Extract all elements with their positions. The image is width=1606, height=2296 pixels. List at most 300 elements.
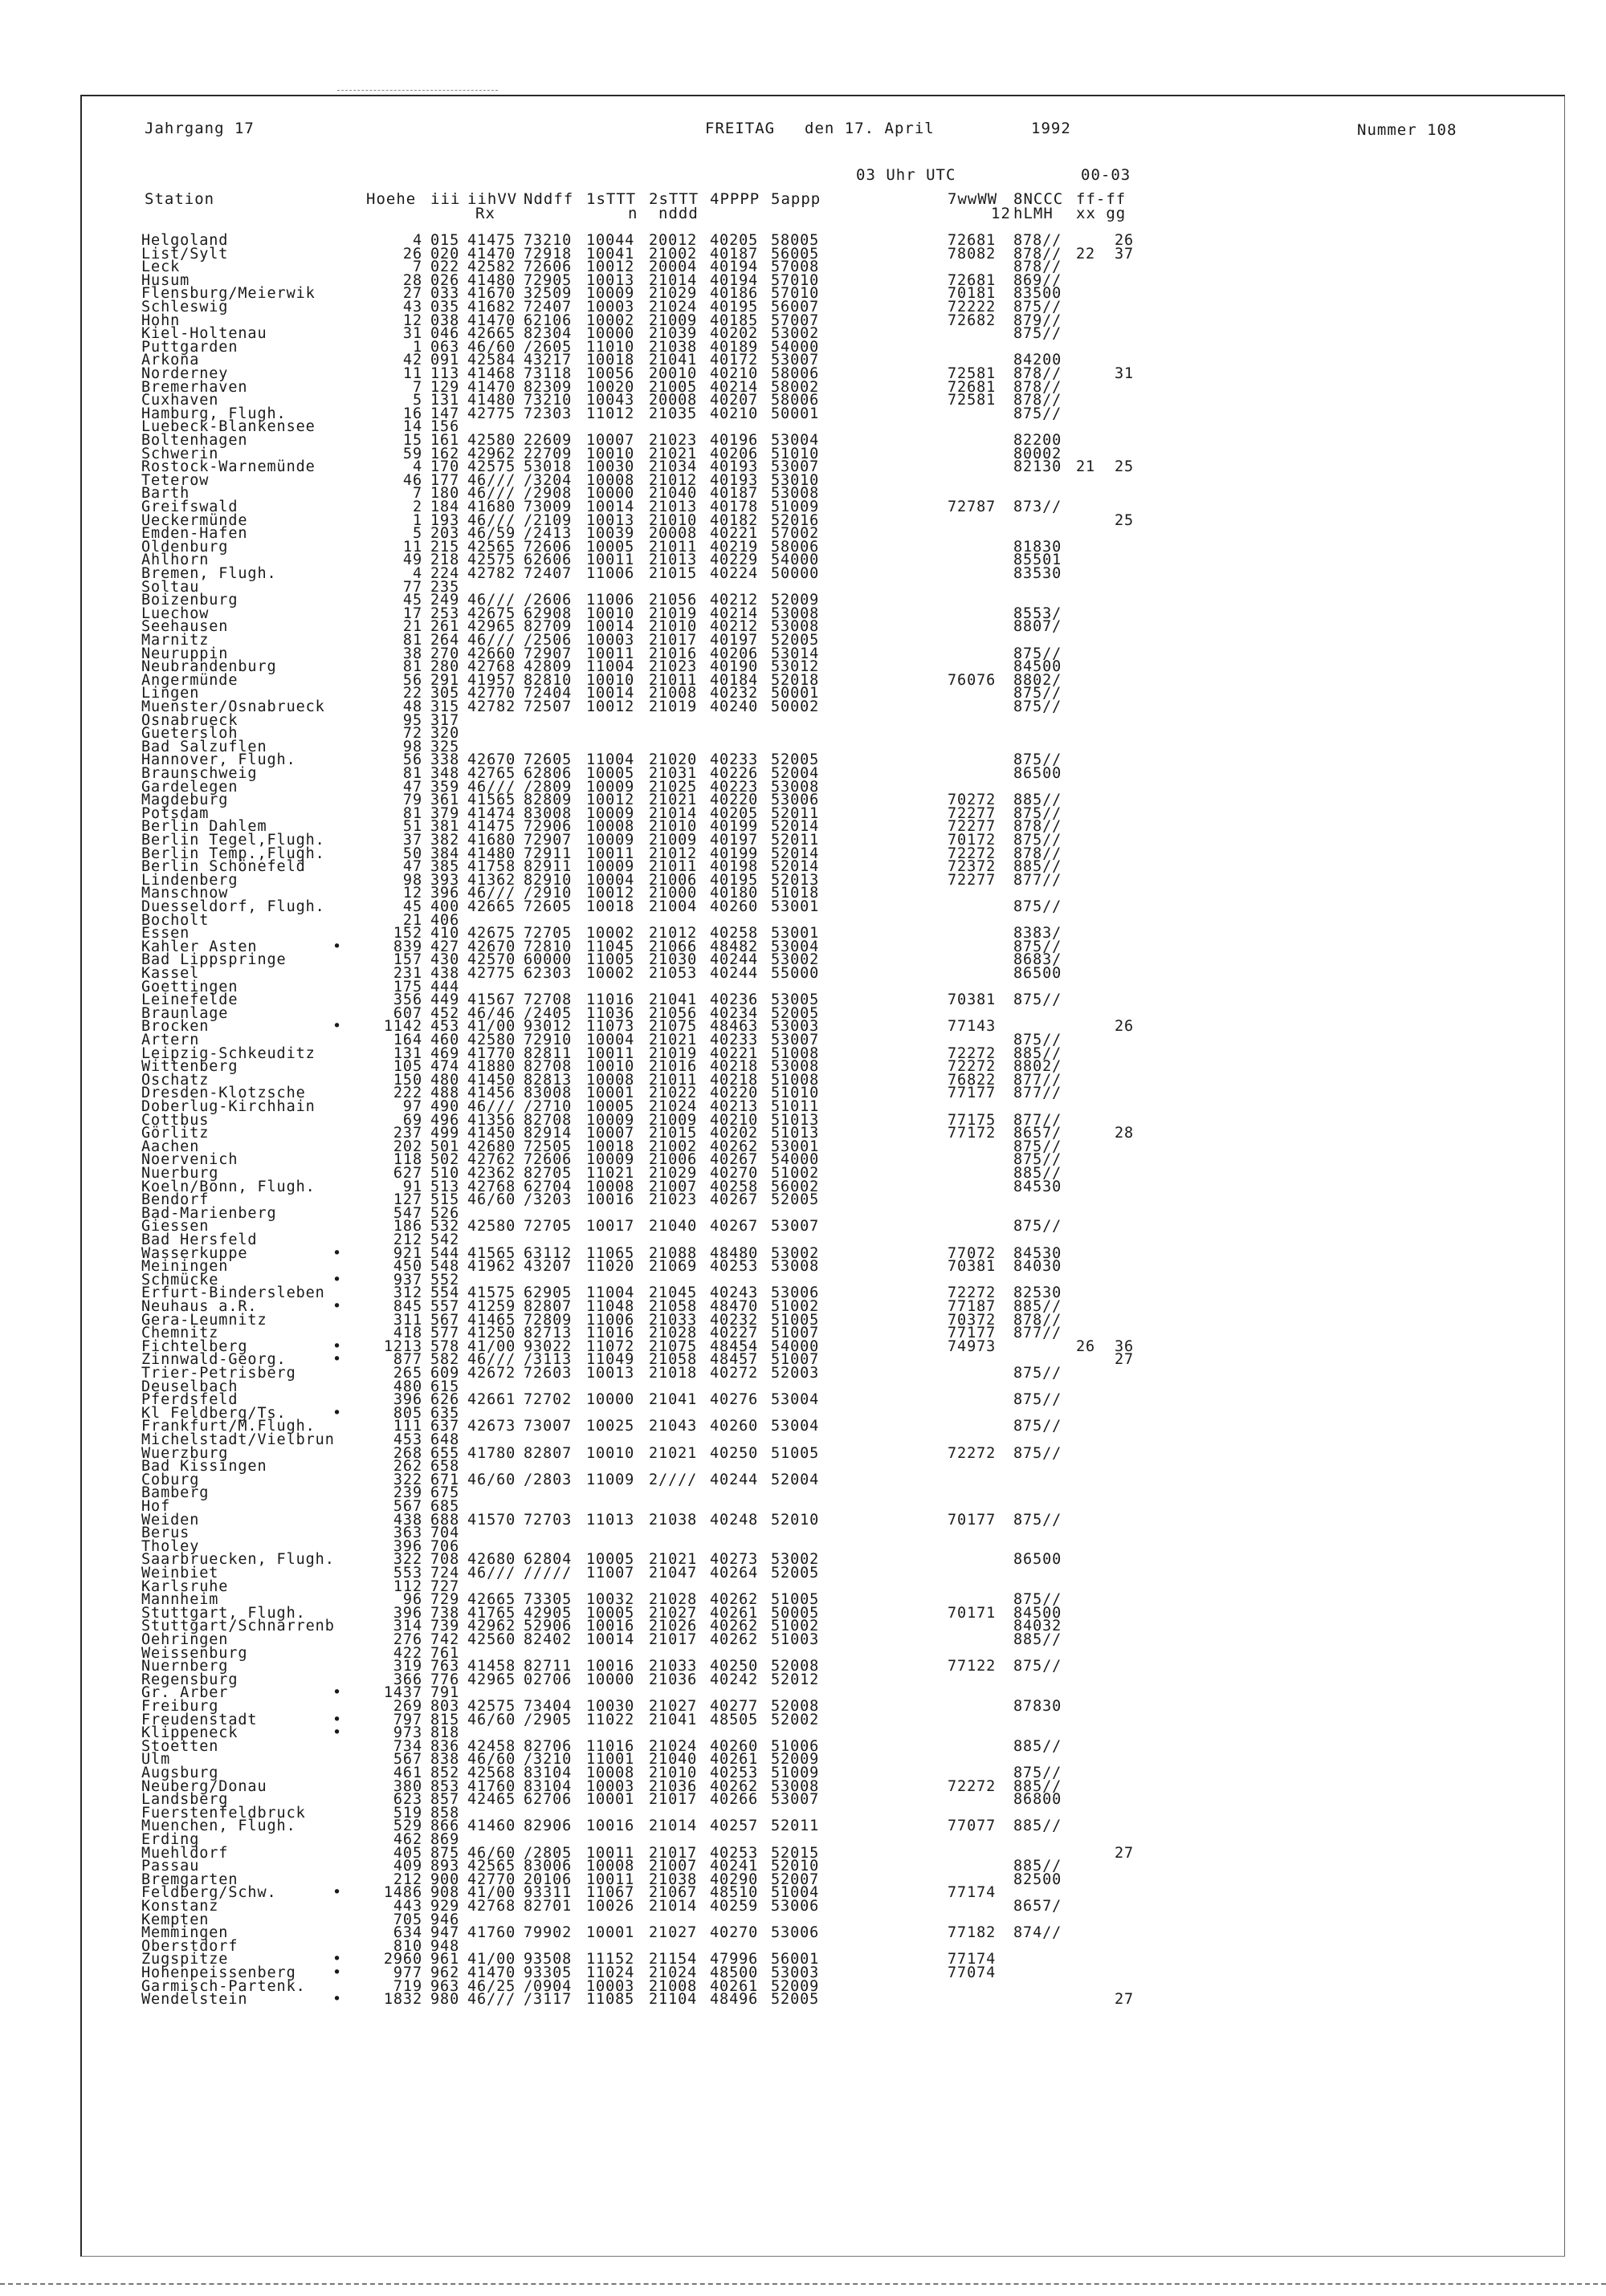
station-id: 671 — [430, 1471, 460, 1488]
group-ihvv: 46/46 — [467, 1004, 516, 1022]
group-nddff: 82402 — [524, 1631, 573, 1648]
station-id: 385 — [430, 858, 460, 876]
station-height: 45 — [402, 592, 422, 609]
group-tendency: 56001 — [771, 1951, 820, 1968]
station-name: Magdeburg — [141, 792, 229, 809]
station-height: 547 — [393, 1204, 422, 1222]
mountain-marker: • — [332, 1951, 343, 1968]
group-weather: 77143 — [948, 1018, 997, 1036]
group-pressure: 40250 — [710, 1444, 759, 1462]
group-dewpoint: 21014 — [649, 804, 698, 822]
station-height: 356 — [393, 991, 422, 1009]
station-name: Marnitz — [141, 632, 210, 649]
station-id: 410 — [430, 925, 460, 942]
station-id: 727 — [430, 1577, 460, 1595]
group-weather: 70171 — [948, 1604, 997, 1622]
group-dewpoint: 21034 — [649, 458, 698, 476]
group-pressure: 40253 — [710, 1258, 759, 1276]
group-dewpoint: 21154 — [649, 1951, 698, 1968]
group-dewpoint: 21012 — [649, 925, 698, 942]
station-height: 519 — [393, 1804, 422, 1822]
group-weather: 74973 — [948, 1337, 997, 1355]
station-height: 734 — [393, 1737, 422, 1755]
group-weather: 72682 — [948, 311, 997, 329]
group-weather: 77122 — [948, 1658, 997, 1675]
station-id: 980 — [430, 1991, 460, 2009]
group-pressure: 40184 — [710, 671, 759, 689]
group-tendency: 57007 — [771, 311, 820, 329]
station-id: 626 — [430, 1391, 460, 1409]
group-tendency: 50001 — [771, 405, 820, 422]
group-tendency: 53001 — [771, 925, 820, 942]
group-pressure: 48470 — [710, 1298, 759, 1315]
group-tendency: 53003 — [771, 1964, 820, 1981]
group-ihvv: 41470 — [467, 378, 516, 396]
group-dewpoint: 21043 — [649, 1418, 698, 1435]
station-name: Barth — [141, 485, 190, 503]
station-name: Bocholt — [141, 911, 210, 929]
group-clouds: 80002 — [1013, 445, 1062, 462]
group-temperature: 10000 — [586, 1671, 635, 1688]
group-ihvv: 46/60 — [467, 1471, 516, 1488]
group-ihvv: 41962 — [467, 1258, 516, 1276]
station-height: 4 — [412, 565, 422, 582]
station-id: 637 — [430, 1418, 460, 1435]
group-nddff: 82711 — [524, 1658, 573, 1675]
group-temperature: 10030 — [586, 1698, 635, 1715]
station-name: Neuberg/Donau — [141, 1777, 267, 1795]
group-dewpoint: 21010 — [649, 618, 698, 636]
station-id: 325 — [430, 738, 460, 755]
group-dewpoint: 21007 — [649, 1178, 698, 1195]
group-nddff: /0904 — [524, 1977, 573, 1995]
group-pressure: 40180 — [710, 885, 759, 902]
group-tendency: 52005 — [771, 632, 820, 649]
station-height: 719 — [393, 1977, 422, 1995]
station-height: 276 — [393, 1631, 422, 1648]
group-nddff: 62303 — [524, 965, 573, 982]
date-label: den 17. April — [805, 120, 935, 137]
weekday-label: FREITAG — [705, 120, 776, 137]
station-height: 51 — [402, 818, 422, 836]
group-dewpoint: 21017 — [649, 1844, 698, 1862]
station-height: 59 — [402, 445, 422, 462]
col-station: Station — [145, 190, 215, 208]
group-temperature: 10001 — [586, 1085, 635, 1102]
col-group7: 7wwWW — [948, 190, 998, 208]
group-weather: 77175 — [948, 1111, 997, 1129]
station-height: 152 — [393, 925, 422, 942]
group-weather: 77072 — [948, 1244, 997, 1262]
group-dewpoint: 21009 — [649, 832, 698, 849]
station-id: 270 — [430, 645, 460, 662]
group-temperature: 10016 — [586, 1191, 635, 1209]
group-ihvv: 42673 — [467, 1418, 516, 1435]
group-tendency: 50002 — [771, 698, 820, 715]
group-tendency: 57002 — [771, 525, 820, 543]
station-height: 69 — [402, 1111, 422, 1129]
station-name: Fuerstenfeldbruck — [141, 1804, 306, 1822]
group-clouds: 875// — [1013, 405, 1062, 422]
station-height: 567 — [393, 1498, 422, 1515]
group-pressure: 40178 — [710, 499, 759, 515]
group-tendency: 53006 — [771, 1924, 820, 1942]
mountain-marker: • — [332, 1244, 343, 1262]
group-dewpoint: 21040 — [649, 485, 698, 503]
group-ihvv: 42575 — [467, 1698, 516, 1715]
station-name: Puttgarden — [141, 338, 238, 356]
group-tendency: 55000 — [771, 965, 820, 982]
group-clouds: 875// — [1013, 1418, 1062, 1435]
group-clouds: 878// — [1013, 392, 1062, 409]
group-weather: 77182 — [948, 1924, 997, 1942]
group-dewpoint: 21021 — [649, 445, 698, 462]
col-hoehe: Hoehe — [366, 190, 417, 208]
group-ihvv: 42762 — [467, 1151, 516, 1169]
group-weather: 72272 — [948, 845, 997, 862]
group-nddff: 93305 — [524, 1964, 573, 1981]
group-dewpoint: 21013 — [649, 499, 698, 515]
col-group1: 1sTTT — [586, 190, 637, 208]
group-tendency: 52008 — [771, 1658, 820, 1675]
station-id: 162 — [430, 445, 460, 462]
station-id: 020 — [430, 245, 460, 263]
station-height: 322 — [393, 1471, 422, 1488]
station-height: 97 — [402, 1098, 422, 1115]
group-nddff: 72407 — [524, 299, 573, 315]
group-tendency: 52005 — [771, 1191, 820, 1209]
station-height: 443 — [393, 1898, 422, 1915]
group-nddff: 72905 — [524, 271, 573, 289]
station-id: 224 — [430, 565, 460, 582]
mountain-marker: • — [332, 1404, 343, 1422]
group-pressure: 40240 — [710, 698, 759, 715]
group-clouds: 84030 — [1013, 1258, 1062, 1276]
group-dewpoint: 21040 — [649, 1751, 698, 1769]
station-height: 314 — [393, 1618, 422, 1635]
group-tendency: 53007 — [771, 352, 820, 369]
group-dewpoint: 21047 — [649, 1565, 698, 1582]
group-tendency: 50001 — [771, 685, 820, 702]
station-name: Klippeneck — [141, 1724, 238, 1742]
group-ihvv: 46/// — [467, 1991, 516, 2009]
station-name: Oschatz — [141, 1071, 210, 1089]
station-id: 609 — [430, 1365, 460, 1382]
station-height: 43 — [402, 299, 422, 315]
station-height: 118 — [393, 1151, 422, 1169]
group-temperature: 11006 — [586, 565, 635, 582]
group-clouds: 86500 — [1013, 965, 1062, 982]
group-ihvv: 41780 — [467, 1444, 516, 1462]
group-weather: 72581 — [948, 392, 997, 409]
station-name: Bad-Marienberg — [141, 1204, 277, 1222]
group-temperature: 10011 — [586, 1871, 635, 1888]
group-temperature: 11049 — [586, 1351, 635, 1369]
station-height: 461 — [393, 1765, 422, 1781]
station-name: Schmücke — [141, 1271, 219, 1288]
group-temperature: 10016 — [586, 1618, 635, 1635]
group-nddff: /2905 — [524, 1711, 573, 1728]
group-tendency: 52011 — [771, 1818, 820, 1835]
station-name: Erding — [141, 1831, 200, 1848]
station-name: Soltau — [141, 578, 200, 596]
col-group2-sub: nddd — [658, 205, 699, 222]
group-ihvv: 41760 — [467, 1777, 516, 1795]
station-name: List/Sylt — [141, 245, 229, 263]
group-dewpoint: 21015 — [649, 565, 698, 582]
group-nddff: 62106 — [524, 311, 573, 329]
station-height: 422 — [393, 1644, 422, 1662]
group-temperature: 10025 — [586, 1418, 635, 1435]
station-name: Boltenhagen — [141, 432, 248, 449]
group-temperature: 10030 — [586, 458, 635, 476]
group-pressure: 40199 — [710, 818, 759, 836]
station-name: Wittenberg — [141, 1058, 238, 1076]
group-ihvv: 41/00 — [467, 1951, 516, 1968]
station-name: Giessen — [141, 1218, 210, 1236]
station-height: 81 — [402, 765, 422, 782]
group-nddff: 53018 — [524, 458, 573, 476]
group-tendency: 53006 — [771, 1898, 820, 1915]
station-name: Oehringen — [141, 1631, 229, 1648]
group-clouds: 875// — [1013, 1218, 1062, 1236]
group-tendency: 53014 — [771, 645, 820, 662]
group-temperature: 10009 — [586, 832, 635, 849]
group-dewpoint: 21009 — [649, 1111, 698, 1129]
station-name: Landsberg — [141, 1791, 229, 1809]
station-id: 496 — [430, 1111, 460, 1129]
group-temperature: 10009 — [586, 858, 635, 876]
group-dewpoint: 21036 — [649, 1671, 698, 1688]
group-pressure: 40186 — [710, 285, 759, 303]
group-tendency: 51005 — [771, 1591, 820, 1609]
group-clouds: 885// — [1013, 1818, 1062, 1835]
group-ihvv: 41682 — [467, 299, 516, 315]
station-name: Husum — [141, 271, 190, 289]
station-name: Weiden — [141, 1511, 200, 1529]
group-tendency: 53004 — [771, 432, 820, 449]
group-temperature: 10010 — [586, 671, 635, 689]
group-ihvv: 46/// — [467, 471, 516, 489]
station-height: 1437 — [383, 1684, 422, 1702]
station-height: 5 — [412, 525, 422, 543]
group-ihvv: 41/00 — [467, 1337, 516, 1355]
group-ihvv: 42670 — [467, 938, 516, 955]
station-id: 557 — [430, 1298, 460, 1315]
group-nddff: 73210 — [524, 392, 573, 409]
group-ihvv: 42775 — [467, 405, 516, 422]
group-nddff: 82810 — [524, 671, 573, 689]
group-nddff: ///// — [524, 1565, 573, 1582]
group-clouds: 82500 — [1013, 1871, 1062, 1888]
group-dewpoint: 20010 — [649, 365, 698, 382]
group-weather: 76076 — [948, 671, 997, 689]
station-height: 127 — [393, 1191, 422, 1209]
station-id: 218 — [430, 552, 460, 569]
station-id: 026 — [430, 271, 460, 289]
group-ihvv: 42680 — [467, 1551, 516, 1569]
group-temperature: 10001 — [586, 1791, 635, 1809]
station-id: 315 — [430, 698, 460, 715]
station-name: Coburg — [141, 1471, 200, 1488]
station-height: 268 — [393, 1444, 422, 1462]
station-id: 900 — [430, 1871, 460, 1888]
group-dewpoint: 21014 — [649, 1818, 698, 1835]
station-name: Berus — [141, 1525, 190, 1542]
station-height: 877 — [393, 1351, 422, 1369]
group-temperature: 10008 — [586, 1071, 635, 1089]
group-dewpoint: 21039 — [649, 325, 698, 343]
group-tendency: 53007 — [771, 458, 820, 476]
group-gust-2: 25 — [1115, 511, 1135, 529]
group-weather: 77177 — [948, 1085, 997, 1102]
group-nddff: 42809 — [524, 658, 573, 676]
station-name: Görlitz — [141, 1125, 210, 1142]
group-tendency: 52005 — [771, 751, 820, 769]
station-id: 818 — [430, 1724, 460, 1742]
group-gust-2: 27 — [1115, 1991, 1135, 2009]
group-pressure: 40206 — [710, 645, 759, 662]
station-name: Hamburg, Flugh. — [141, 405, 287, 422]
group-temperature: 10056 — [586, 365, 635, 382]
station-id: 776 — [430, 1671, 460, 1688]
group-tendency: 52014 — [771, 818, 820, 836]
station-id: 184 — [430, 499, 460, 515]
group-pressure: 40267 — [710, 1218, 759, 1236]
group-pressure: 48505 — [710, 1711, 759, 1728]
station-name: Greifswald — [141, 499, 238, 515]
station-name: Luebeck-Blankensee — [141, 418, 316, 436]
station-name: Hohenpeissenberg — [141, 1964, 296, 1981]
station-name: Angermünde — [141, 671, 238, 689]
group-weather: 70381 — [948, 1258, 997, 1276]
station-name: Emden-Hafen — [141, 525, 248, 543]
group-clouds: 878// — [1013, 245, 1062, 263]
group-nddff: 82708 — [524, 1111, 573, 1129]
station-id: 453 — [430, 1018, 460, 1036]
station-height: 22 — [402, 685, 422, 702]
station-id: 554 — [430, 1284, 460, 1302]
station-id: 708 — [430, 1551, 460, 1569]
col-wind-sub: xx gg — [1076, 205, 1127, 222]
group-nddff: 93012 — [524, 1018, 573, 1036]
station-id: 947 — [430, 1924, 460, 1942]
station-id: 852 — [430, 1765, 460, 1781]
station-name: Passau — [141, 1858, 200, 1875]
station-id: 379 — [430, 804, 460, 822]
group-tendency: 51018 — [771, 885, 820, 902]
group-nddff: 83104 — [524, 1765, 573, 1781]
group-temperature: 10013 — [586, 511, 635, 529]
group-nddff: /2506 — [524, 632, 573, 649]
group-tendency: 51002 — [771, 1165, 820, 1182]
station-id: 305 — [430, 685, 460, 702]
station-height: 239 — [393, 1484, 422, 1502]
group-nddff: 73305 — [524, 1591, 573, 1609]
group-clouds: 875// — [1013, 685, 1062, 702]
station-id: 948 — [430, 1937, 460, 1955]
group-dewpoint: 21021 — [649, 1551, 698, 1569]
station-name: Brocken — [141, 1018, 210, 1036]
group-ihvv: 42568 — [467, 1765, 516, 1781]
group-ihvv: 42765 — [467, 765, 516, 782]
group-ihvv: 41458 — [467, 1658, 516, 1675]
group-dewpoint: 21009 — [649, 311, 698, 329]
station-id: 203 — [430, 525, 460, 543]
group-temperature: 10012 — [586, 792, 635, 809]
station-height: 1213 — [383, 1337, 422, 1355]
group-pressure: 40210 — [710, 1111, 759, 1129]
station-height: 2960 — [383, 1951, 422, 1968]
station-name: Hannover, Flugh. — [141, 751, 296, 769]
station-id: 869 — [430, 1831, 460, 1848]
station-name: Hohn — [141, 311, 181, 329]
station-id: 384 — [430, 845, 460, 862]
group-pressure: 40260 — [710, 898, 759, 915]
group-temperature: 10008 — [586, 471, 635, 489]
group-ihvv: 42770 — [467, 1871, 516, 1888]
station-id: 648 — [430, 1431, 460, 1448]
station-name: Augsburg — [141, 1765, 219, 1781]
group-ihvv: 42965 — [467, 618, 516, 636]
station-height: 567 — [393, 1751, 422, 1769]
group-nddff: 82309 — [524, 378, 573, 396]
station-name: Deuselbach — [141, 1378, 238, 1395]
group-dewpoint: 21056 — [649, 1004, 698, 1022]
group-temperature: 10005 — [586, 1604, 635, 1622]
group-clouds: 875// — [1013, 1511, 1062, 1529]
group-pressure: 40248 — [710, 1511, 759, 1529]
group-pressure: 40193 — [710, 471, 759, 489]
group-nddff: 72708 — [524, 991, 573, 1009]
group-temperature: 11012 — [586, 405, 635, 422]
group-ihvv: 42665 — [467, 898, 516, 915]
group-temperature: 11006 — [586, 1311, 635, 1329]
group-nddff: 79902 — [524, 1924, 573, 1942]
group-tendency: 52004 — [771, 1471, 820, 1488]
group-pressure: 40233 — [710, 1032, 759, 1048]
station-name: Seehausen — [141, 618, 229, 636]
station-id: 348 — [430, 765, 460, 782]
group-ihvv: 42775 — [467, 965, 516, 982]
station-id: 177 — [430, 471, 460, 489]
group-pressure: 40229 — [710, 552, 759, 569]
group-clouds: 83500 — [1013, 285, 1062, 303]
group-dewpoint: 20008 — [649, 525, 698, 543]
group-nddff: 62704 — [524, 1178, 573, 1195]
group-tendency: 53002 — [771, 325, 820, 343]
group-ihvv: 41259 — [467, 1298, 516, 1315]
group-dewpoint: 21012 — [649, 471, 698, 489]
group-ihvv: 41468 — [467, 365, 516, 382]
group-gust-2: 28 — [1115, 1125, 1135, 1142]
station-id: 803 — [430, 1698, 460, 1715]
station-name: Artern — [141, 1032, 200, 1048]
group-temperature: 11013 — [586, 1511, 635, 1529]
group-dewpoint: 21010 — [649, 818, 698, 836]
station-name: Ahlhorn — [141, 552, 210, 569]
station-height: 627 — [393, 1165, 422, 1182]
group-pressure: 40199 — [710, 845, 759, 862]
group-nddff: 72918 — [524, 245, 573, 263]
col-nddff: Nddff — [524, 190, 574, 208]
station-height: 810 — [393, 1937, 422, 1955]
group-nddff: 72404 — [524, 685, 573, 702]
group-gust-1: 22 — [1076, 245, 1096, 263]
group-ihvv: 46/60 — [467, 1751, 516, 1769]
station-height: 15 — [402, 432, 422, 449]
group-dewpoint: 21002 — [649, 245, 698, 263]
